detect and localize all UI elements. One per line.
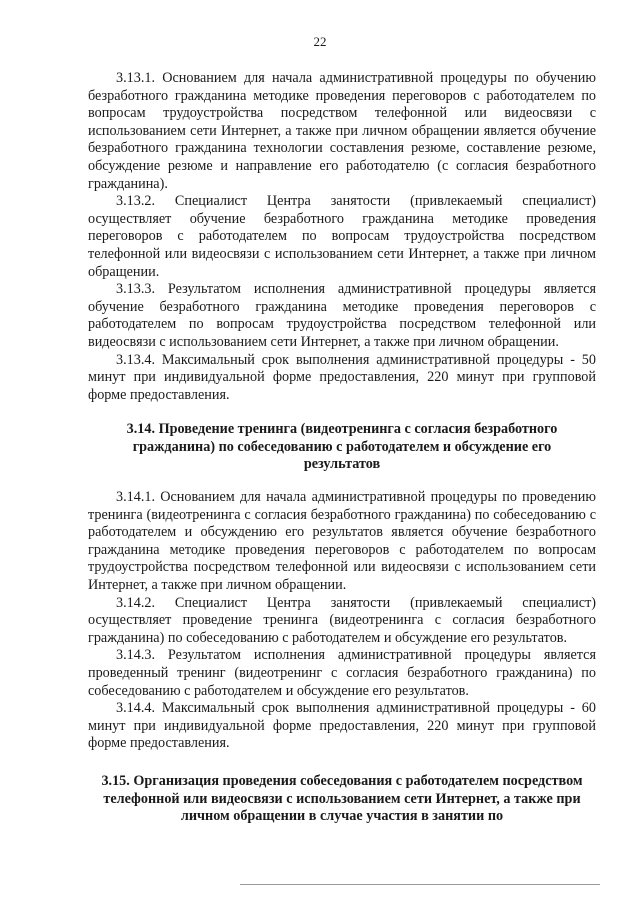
paragraph-3-14-2: 3.14.2. Специалист Центра занятости (привлекаемый специалист) осуществляет проведение тренинга (видеотренинга с согласия безработного гражданина) по собеседованию с работодателем и обсуждение его результатов. <box>88 594 596 646</box>
section-heading-3-14: 3.14. Проведение тренинга (видеотренинга с согласия безработного гражданина) по собеседованию с работодателем и обсуждение его результатов <box>126 421 558 473</box>
paragraph-3-13-4: 3.13.4. Максимальный срок выполнения административной процедуры - 50 минут при индивидуальной форме предоставления, 220 минут при групповой форме предоставления. <box>88 351 596 403</box>
page-number: 22 <box>313 34 327 49</box>
document-body <box>88 70 596 826</box>
paragraph-3-13-3: 3.13.3. Результатом исполнения административной процедуры является обучение безработного гражданина методике проведения переговоров с работодателем по вопросам трудоустройства посредством телефонной или видеосвязи с использованием сети Интернет, а также при личном обращении. <box>88 281 596 350</box>
bottom-divider <box>240 884 600 885</box>
paragraph-3-13-1: 3.13.1. Основанием для начала административной процедуры по обучению безработного гражданина методике проведения переговоров с работодателем по вопросам трудоустройства посредством телефонной или видеосвязи с использованием сети Интернет, а также при личном обращении является обучение безработного гражданина технологии составления резюме, составление резюме, обсуждение резюме и направление его работодателю (с согласия безработного гражданина). <box>88 70 596 192</box>
paragraph-3-14-4: 3.14.4. Максимальный срок выполнения административной процедуры - 60 минут при индивидуальной форме предоставления, 220 минут при групповой форме предоставления. <box>88 700 596 752</box>
paragraph-3-14-1: 3.14.1. Основанием для начала административной процедуры по проведению тренинга (видеотренинга с согласия безработного гражданина) по собеседованию с работодателем и обсуждению его результатов является обучение безработного гражданина методике проведения переговоров с работодателем по вопросам трудоустройства посредством телефонной или видеосвязи с использованием сети Интернет, а также при личном обращении. <box>88 489 596 594</box>
paragraph-3-14-3: 3.14.3. Результатом исполнения административной процедуры является проведенный тренинг (видеотренинг с согласия безработного гражданина) по собеседованию с работодателем и обсуждение его результатов. <box>88 647 596 699</box>
paragraph-3-13-2: 3.13.2. Специалист Центра занятости (привлекаемый специалист) осуществляет обучение безработного гражданина методике проведения переговоров с работодателем по вопросам трудоустройства посредством телефонной или видеосвязи с использованием сети Интернет, а также при личном обращении. <box>88 193 596 280</box>
section-heading-3-15: 3.15. Организация проведения собеседования с работодателем посредством телефонной или видеосвязи с использованием сети Интернет, а также при личном обращении в случае участия в занятии по <box>101 772 583 825</box>
